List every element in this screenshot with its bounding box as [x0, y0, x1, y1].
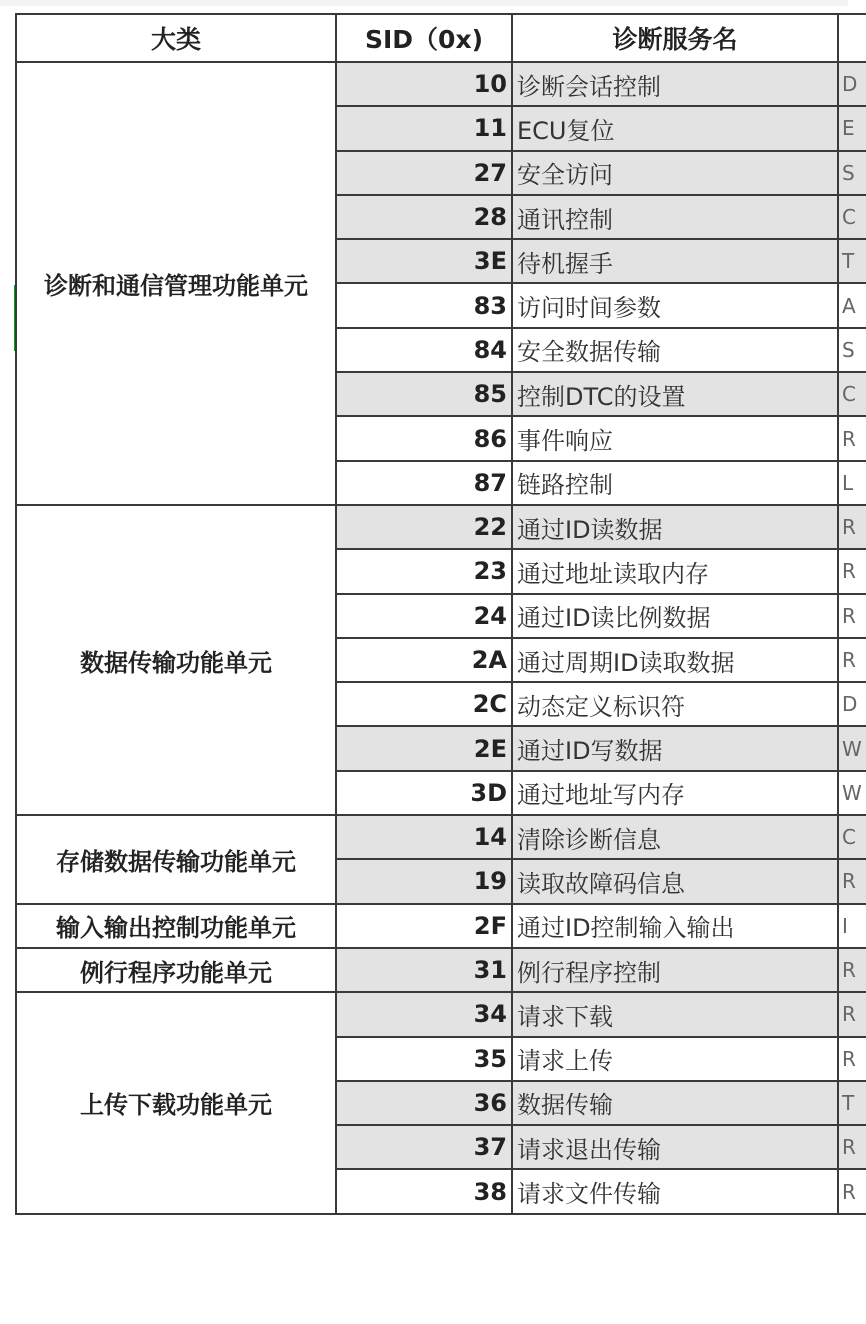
header-category: 大类	[16, 14, 336, 62]
table-body	[16, 62, 866, 1214]
truncated-column-cell: W	[838, 771, 866, 815]
sid-cell: 14	[336, 815, 512, 859]
service-name-cell: 动态定义标识符	[512, 682, 838, 726]
service-name-cell: 链路控制	[512, 461, 838, 505]
sid-cell: 3D	[336, 771, 512, 815]
category-cell: 输入输出控制功能单元	[16, 904, 336, 948]
truncated-column-cell: R	[838, 594, 866, 638]
service-name-cell: 请求上传	[512, 1037, 838, 1081]
uds-service-table	[15, 13, 866, 1215]
sid-cell: 34	[336, 992, 512, 1036]
table-row	[16, 815, 866, 859]
sid-cell: 28	[336, 195, 512, 239]
header-service: 诊断服务名	[512, 14, 838, 62]
sid-cell: 37	[336, 1125, 512, 1169]
sid-cell: 2F	[336, 904, 512, 948]
category-cell: 上传下载功能单元	[16, 992, 336, 1213]
sid-cell: 19	[336, 859, 512, 903]
sid-cell: 22	[336, 505, 512, 549]
service-name-cell: 通过ID写数据	[512, 726, 838, 770]
header-sid: SID（0x)	[336, 14, 512, 62]
truncated-column-cell: R	[838, 1037, 866, 1081]
truncated-column-cell: T	[838, 1081, 866, 1125]
sid-cell: 11	[336, 106, 512, 150]
sid-cell: 10	[336, 62, 512, 106]
truncated-column-cell: T	[838, 239, 866, 283]
truncated-column-cell: R	[838, 638, 866, 682]
table-row	[16, 904, 866, 948]
sid-cell: 23	[336, 549, 512, 593]
truncated-column-cell: W	[838, 726, 866, 770]
sid-cell: 35	[336, 1037, 512, 1081]
sid-cell: 2C	[336, 682, 512, 726]
sid-cell: 83	[336, 283, 512, 327]
service-name-cell: 请求下载	[512, 992, 838, 1036]
service-name-cell: 安全访问	[512, 151, 838, 195]
truncated-column-cell: I	[838, 904, 866, 948]
truncated-column-cell: R	[838, 1169, 866, 1213]
truncated-column-cell: S	[838, 151, 866, 195]
sid-cell: 86	[336, 416, 512, 460]
truncated-column-cell: R	[838, 859, 866, 903]
service-name-cell: 通过地址写内存	[512, 771, 838, 815]
header-row	[16, 14, 866, 62]
truncated-column-cell: A	[838, 283, 866, 327]
sid-cell: 87	[336, 461, 512, 505]
sid-cell: 85	[336, 372, 512, 416]
truncated-column-cell: R	[838, 992, 866, 1036]
service-name-cell: 请求文件传输	[512, 1169, 838, 1213]
sid-cell: 2A	[336, 638, 512, 682]
service-name-cell: 数据传输	[512, 1081, 838, 1125]
service-name-cell: 通过周期ID读取数据	[512, 638, 838, 682]
table-row	[16, 948, 866, 992]
sid-cell: 2E	[336, 726, 512, 770]
sid-cell: 84	[336, 328, 512, 372]
sid-cell: 27	[336, 151, 512, 195]
sid-cell: 38	[336, 1169, 512, 1213]
truncated-column-cell: R	[838, 549, 866, 593]
category-cell: 存储数据传输功能单元	[16, 815, 336, 904]
service-name-cell: 读取故障码信息	[512, 859, 838, 903]
table-row	[16, 992, 866, 1036]
service-name-cell: 待机握手	[512, 239, 838, 283]
service-name-cell: 清除诊断信息	[512, 815, 838, 859]
service-name-cell: ECU复位	[512, 106, 838, 150]
sid-cell: 36	[336, 1081, 512, 1125]
truncated-column-cell: D	[838, 62, 866, 106]
truncated-column-cell: C	[838, 195, 866, 239]
sid-cell: 31	[336, 948, 512, 992]
service-name-cell: 事件响应	[512, 416, 838, 460]
service-name-cell: 访问时间参数	[512, 283, 838, 327]
truncated-column-cell: R	[838, 505, 866, 549]
service-name-cell: 诊断会话控制	[512, 62, 838, 106]
sid-cell: 24	[336, 594, 512, 638]
service-name-cell: 例行程序控制	[512, 948, 838, 992]
truncated-column-cell: R	[838, 948, 866, 992]
sid-cell: 3E	[336, 239, 512, 283]
truncated-column-cell: L	[838, 461, 866, 505]
header-extra	[838, 14, 866, 62]
service-name-cell: 控制DTC的设置	[512, 372, 838, 416]
truncated-column-cell: R	[838, 1125, 866, 1169]
table-row	[16, 62, 866, 106]
service-name-cell: 通过地址读取内存	[512, 549, 838, 593]
truncated-column-cell: C	[838, 372, 866, 416]
service-name-cell: 请求退出传输	[512, 1125, 838, 1169]
category-cell: 诊断和通信管理功能单元	[16, 62, 336, 505]
category-cell: 例行程序功能单元	[16, 948, 336, 992]
category-cell: 数据传输功能单元	[16, 505, 336, 815]
service-name-cell: 通过ID读比例数据	[512, 594, 838, 638]
truncated-column-cell: C	[838, 815, 866, 859]
service-name-cell: 安全数据传输	[512, 328, 838, 372]
top-strip	[0, 0, 848, 6]
service-name-cell: 通过ID读数据	[512, 505, 838, 549]
truncated-column-cell: S	[838, 328, 866, 372]
table-row	[16, 505, 866, 549]
service-name-cell: 通过ID控制输入输出	[512, 904, 838, 948]
service-name-cell: 通讯控制	[512, 195, 838, 239]
truncated-column-cell: E	[838, 106, 866, 150]
truncated-column-cell: D	[838, 682, 866, 726]
truncated-column-cell: R	[838, 416, 866, 460]
